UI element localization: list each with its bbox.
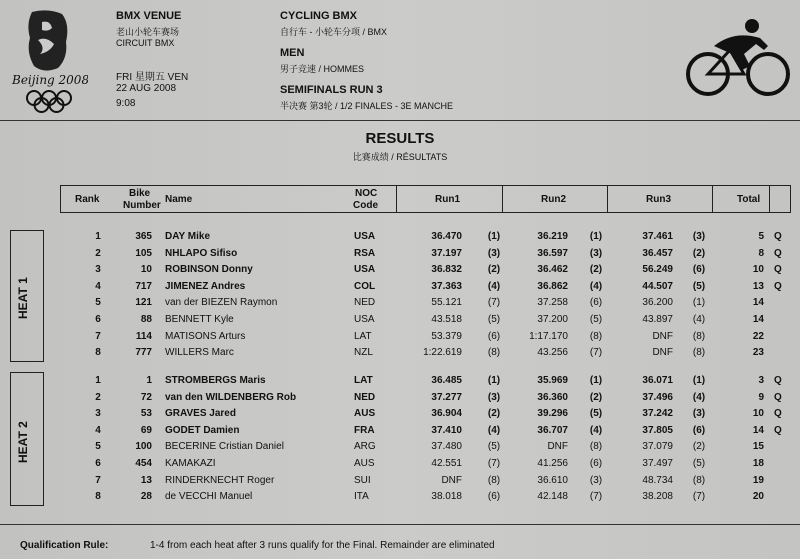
column-header-q — [769, 185, 791, 213]
total-points-cell: 10 — [752, 408, 764, 420]
run1-place-cell: (7) — [487, 297, 501, 309]
run2-place-cell: (2) — [589, 264, 603, 276]
run1-place-cell: (5) — [487, 441, 501, 453]
total-points-cell: 10 — [752, 264, 764, 276]
total-points-cell: 5 — [758, 231, 764, 242]
run2-place-cell: (4) — [589, 424, 603, 436]
run1-time-cell: 37.197 — [431, 247, 462, 259]
run1-time-cell: 53.379 — [431, 330, 462, 342]
col-rank-label: Rank — [75, 194, 100, 205]
run2-place-cell: (1) — [589, 231, 603, 242]
run2-time-cell: 36.597 — [537, 247, 568, 259]
event-title: MEN — [280, 47, 305, 59]
bike-number-cell: 105 — [135, 247, 152, 259]
run3-time-cell: 36.200 — [642, 297, 673, 309]
rank-cell: 4 — [95, 424, 101, 436]
cycling-pictogram-icon — [684, 16, 794, 100]
rank-cell: 2 — [95, 391, 101, 403]
run3-time-cell: 48.734 — [642, 474, 673, 486]
athlete-name-cell: GRAVES Jared — [165, 408, 236, 420]
run1-place-cell: (6) — [487, 491, 501, 503]
run1-time-cell: 1:22.619 — [423, 347, 462, 359]
athlete-name-cell: van der BIEZEN Raymon — [165, 297, 278, 309]
bike-number-cell: 13 — [140, 474, 152, 486]
bike-number-cell: 10 — [140, 264, 152, 276]
noc-code-cell: LAT — [354, 375, 373, 386]
col-run2-label: Run2 — [541, 194, 566, 205]
noc-code-cell: NED — [354, 391, 376, 403]
run1-time-cell: 55.121 — [431, 297, 462, 309]
run1-time-cell: 37.480 — [431, 441, 462, 453]
athlete-name-cell: NHLAPO Sifiso — [165, 247, 238, 259]
run1-time-cell: 36.832 — [431, 264, 462, 276]
col-run3-label: Run3 — [646, 194, 671, 205]
table-row — [0, 489, 800, 505]
athlete-name-cell: BENNETT Kyle — [165, 314, 234, 325]
noc-code-cell: USA — [354, 314, 375, 325]
run2-place-cell: (4) — [589, 280, 603, 292]
run3-place-cell: (4) — [692, 391, 706, 403]
qualification-rule-label: Qualification Rule: — [20, 540, 109, 551]
run2-time-cell: 37.258 — [537, 297, 568, 309]
run2-place-cell: (3) — [589, 247, 603, 259]
run2-time-cell: 41.256 — [537, 458, 568, 469]
venue-name-zh: 老山小轮车赛场 — [116, 27, 180, 37]
col-bike-label: Bike — [129, 188, 151, 199]
table-row — [0, 262, 800, 278]
noc-code-cell: COL — [354, 280, 376, 292]
run2-time-cell: 42.148 — [537, 491, 568, 503]
run2-place-cell: (5) — [589, 408, 603, 420]
total-points-cell: 15 — [752, 441, 764, 453]
run3-place-cell: (8) — [692, 474, 706, 486]
run2-time-cell: 37.200 — [537, 314, 568, 325]
bike-number-cell: 365 — [135, 231, 152, 242]
noc-code-cell: USA — [354, 231, 376, 242]
run3-place-cell: (2) — [692, 441, 706, 453]
table-row — [0, 423, 800, 439]
footer-divider — [0, 524, 800, 525]
table-row — [0, 295, 800, 311]
run2-place-cell: (6) — [589, 297, 603, 309]
rank-cell: 2 — [95, 247, 101, 259]
table-row — [0, 345, 800, 361]
athlete-name-cell: DAY Mike — [165, 231, 211, 242]
results-subtitle: 比赛成绩 / RÉSULTATS — [352, 152, 448, 162]
run1-place-cell: (1) — [487, 231, 501, 242]
beijing-2008-logo — [10, 8, 88, 113]
run1-place-cell: (2) — [487, 264, 501, 276]
qualified-mark-cell: Q — [774, 264, 782, 276]
bike-number-cell: 28 — [140, 491, 152, 503]
rank-cell: 6 — [95, 314, 101, 325]
athlete-name-cell: KAMAKAZI — [165, 458, 216, 469]
run3-time-cell: 38.208 — [642, 491, 673, 503]
total-points-cell: 19 — [752, 474, 764, 486]
run1-time-cell: DNF — [441, 474, 462, 486]
run2-time-cell: 36.707 — [537, 424, 568, 436]
noc-code-cell: NZL — [354, 347, 373, 359]
rank-cell: 5 — [95, 441, 101, 453]
athlete-name-cell: GODET Damien — [165, 424, 240, 436]
col-noc-label: NOC — [355, 188, 378, 199]
bike-number-cell: 114 — [135, 330, 152, 342]
table-row — [0, 246, 800, 262]
run2-time-cell: 36.862 — [537, 280, 568, 292]
header-divider — [0, 120, 800, 121]
run1-place-cell: (7) — [487, 458, 501, 469]
rank-cell: 1 — [95, 375, 101, 386]
run3-place-cell: (1) — [692, 297, 706, 309]
run2-time-cell: 43.256 — [537, 347, 568, 359]
qualification-rule-text: 1-4 from each heat after 3 runs qualify for the Final. Remainder are eliminated — [150, 540, 495, 551]
run2-place-cell: (6) — [589, 458, 603, 469]
run1-place-cell: (4) — [487, 424, 501, 436]
bike-number-cell: 88 — [140, 314, 152, 325]
run1-place-cell: (6) — [487, 330, 501, 342]
qualified-mark-cell: Q — [774, 424, 782, 436]
sport-subtitle: 自行车 - 小轮车分项 / BMX — [280, 27, 388, 37]
run3-time-cell: 37.496 — [642, 391, 673, 403]
run2-time-cell: 39.296 — [537, 408, 568, 420]
run3-time-cell: 43.897 — [642, 314, 673, 325]
bike-number-cell: 100 — [135, 441, 152, 453]
rank-cell: 5 — [95, 297, 101, 309]
run1-time-cell: 43.518 — [431, 314, 462, 325]
run1-time-cell: 37.277 — [431, 391, 462, 403]
bike-number-cell: 72 — [140, 391, 152, 403]
event-time: 9:08 — [116, 98, 136, 109]
total-points-cell: 13 — [752, 280, 764, 292]
bike-number-cell: 777 — [135, 347, 152, 359]
run1-place-cell: (5) — [487, 314, 501, 325]
run1-place-cell: (8) — [487, 474, 501, 486]
total-points-cell: 3 — [758, 375, 764, 386]
table-row — [0, 373, 800, 389]
qualified-mark-cell: Q — [774, 247, 782, 259]
athlete-name-cell: WILLERS Marc — [165, 347, 234, 359]
athlete-name-cell: BECERINE Cristian Daniel — [165, 441, 284, 453]
column-header-run1 — [396, 185, 503, 213]
event-subtitle: 男子竞速 / HOMMES — [280, 64, 365, 74]
qualified-mark-cell: Q — [774, 408, 782, 420]
run3-place-cell: (7) — [692, 491, 706, 503]
athlete-name-cell: STROMBERGS Maris — [165, 375, 266, 386]
rank-cell: 3 — [95, 408, 101, 420]
total-points-cell: 9 — [758, 391, 764, 403]
run2-place-cell: (1) — [589, 375, 603, 386]
total-points-cell: 14 — [752, 424, 764, 436]
run3-time-cell: 36.457 — [642, 247, 673, 259]
bike-number-cell: 454 — [135, 458, 152, 469]
phase-title: SEMIFINALS RUN 3 — [280, 84, 383, 96]
run3-place-cell: (3) — [692, 231, 706, 242]
noc-code-cell: NED — [354, 297, 376, 309]
athlete-name-cell: RINDERKNECHT Roger — [165, 474, 275, 486]
run1-time-cell: 37.410 — [431, 424, 462, 436]
bike-number-cell: 121 — [135, 297, 152, 309]
run2-time-cell: DNF — [547, 441, 568, 453]
run3-place-cell: (5) — [692, 280, 706, 292]
run1-time-cell: 38.018 — [431, 491, 462, 503]
table-row — [0, 456, 800, 472]
noc-code-cell: FRA — [354, 424, 375, 436]
svg-text:Beijing 2008: Beijing 2008 — [12, 73, 88, 87]
run2-place-cell: (8) — [589, 441, 603, 453]
table-row — [0, 279, 800, 295]
noc-code-cell: SUI — [354, 474, 371, 486]
run3-time-cell: 44.507 — [642, 280, 673, 292]
table-row — [0, 312, 800, 328]
run2-place-cell: (7) — [589, 491, 603, 503]
total-points-cell: 22 — [752, 330, 764, 342]
table-row — [0, 439, 800, 455]
total-points-cell: 23 — [752, 347, 764, 359]
total-points-cell: 18 — [752, 458, 764, 469]
noc-code-cell: AUS — [354, 408, 376, 420]
noc-code-cell: LAT — [354, 330, 372, 342]
run3-time-cell: 37.497 — [642, 458, 673, 469]
run1-time-cell: 37.363 — [431, 280, 462, 292]
run3-place-cell: (6) — [692, 264, 706, 276]
run1-place-cell: (1) — [487, 375, 501, 386]
run3-place-cell: (3) — [692, 408, 706, 420]
run3-place-cell: (5) — [692, 458, 706, 469]
rank-cell: 7 — [95, 330, 101, 342]
column-header-total — [712, 185, 770, 213]
col-run1-label: Run1 — [435, 194, 460, 205]
col-code-label: Code — [353, 200, 378, 211]
run3-time-cell: 37.079 — [642, 441, 673, 453]
noc-code-cell: ARG — [354, 441, 376, 453]
col-total-label: Total — [737, 194, 761, 205]
rank-cell: 3 — [95, 264, 101, 276]
run2-place-cell: (5) — [589, 314, 603, 325]
total-points-cell: 14 — [752, 314, 764, 325]
run1-place-cell: (3) — [487, 391, 501, 403]
rank-cell: 8 — [95, 347, 101, 359]
bike-number-cell: 717 — [135, 280, 152, 292]
qualified-mark-cell: Q — [774, 375, 782, 386]
col-number-label: Number — [123, 200, 161, 211]
run2-place-cell: (3) — [589, 474, 603, 486]
noc-code-cell: USA — [354, 264, 376, 276]
rank-cell: 4 — [95, 280, 101, 292]
qualified-mark-cell: Q — [774, 231, 782, 242]
bike-number-cell: 69 — [140, 424, 152, 436]
run3-time-cell: 36.071 — [642, 375, 673, 386]
run2-time-cell: 36.360 — [537, 391, 568, 403]
results-title: RESULTS — [365, 130, 435, 147]
run3-time-cell: DNF — [652, 330, 673, 342]
run3-place-cell: (8) — [692, 347, 706, 359]
run1-place-cell: (3) — [487, 247, 501, 259]
athlete-name-cell: JIMENEZ Andres — [165, 280, 246, 292]
heat1-label: HEAT 1 — [16, 277, 30, 319]
bike-number-cell: 1 — [146, 375, 152, 386]
run2-time-cell: 36.219 — [537, 231, 568, 242]
phase-subtitle: 半决赛 第3轮 / 1/2 FINALES - 3E MANCHE — [280, 101, 454, 111]
athlete-name-cell: van den WILDENBERG Rob — [165, 391, 297, 403]
run3-place-cell: (8) — [692, 330, 706, 342]
run2-place-cell: (7) — [589, 347, 603, 359]
venue-title: BMX VENUE — [116, 10, 182, 22]
venue-name-fr: CIRCUIT BMX — [116, 38, 175, 48]
rank-cell: 1 — [95, 231, 101, 242]
run1-time-cell: 42.551 — [431, 458, 462, 469]
run2-time-cell: 36.610 — [537, 474, 568, 486]
run3-place-cell: (2) — [692, 247, 706, 259]
run3-time-cell: 56.249 — [642, 264, 673, 276]
run1-time-cell: 36.470 — [431, 231, 462, 242]
run1-time-cell: 36.904 — [431, 408, 462, 420]
table-row — [0, 390, 800, 406]
run3-time-cell: DNF — [652, 347, 673, 359]
col-name-label: Name — [165, 194, 193, 205]
athlete-name-cell: MATISONS Arturs — [165, 330, 246, 342]
heat2-label: HEAT 2 — [16, 421, 30, 463]
run3-time-cell: 37.242 — [642, 408, 673, 420]
run3-time-cell: 37.461 — [642, 231, 673, 242]
qualified-mark-cell: Q — [774, 280, 782, 292]
run3-time-cell: 37.805 — [642, 424, 673, 436]
table-row — [0, 329, 800, 345]
table-row — [0, 229, 800, 245]
rank-cell: 6 — [95, 458, 101, 469]
noc-code-cell: RSA — [354, 247, 376, 259]
run1-place-cell: (2) — [487, 408, 501, 420]
run2-time-cell: 1:17.170 — [529, 330, 568, 342]
noc-code-cell: AUS — [354, 458, 375, 469]
run2-place-cell: (8) — [589, 330, 603, 342]
run1-place-cell: (8) — [487, 347, 501, 359]
run1-time-cell: 36.485 — [431, 375, 462, 386]
total-points-cell: 14 — [752, 297, 764, 309]
rank-cell: 7 — [95, 474, 101, 486]
column-header-run2 — [502, 185, 608, 213]
table-row — [0, 473, 800, 489]
run3-place-cell: (6) — [692, 424, 706, 436]
total-points-cell: 20 — [752, 491, 764, 503]
table-row — [0, 406, 800, 422]
noc-code-cell: ITA — [354, 491, 369, 503]
event-date: 22 AUG 2008 — [116, 83, 177, 94]
athlete-name-cell: de VECCHI Manuel — [165, 491, 253, 503]
run2-time-cell: 36.462 — [537, 264, 568, 276]
run1-place-cell: (4) — [487, 280, 501, 292]
column-header-left — [60, 185, 397, 213]
run2-time-cell: 35.969 — [537, 375, 568, 386]
sport-title: CYCLING BMX — [280, 10, 357, 22]
rank-cell: 8 — [95, 491, 101, 503]
event-day: FRI 星期五 VEN — [116, 72, 189, 83]
run2-place-cell: (2) — [589, 391, 603, 403]
run3-place-cell: (1) — [692, 375, 706, 386]
qualified-mark-cell: Q — [774, 391, 782, 403]
column-header-run3 — [607, 185, 713, 213]
total-points-cell: 8 — [758, 247, 764, 259]
athlete-name-cell: ROBINSON Donny — [165, 264, 253, 276]
run3-place-cell: (4) — [692, 314, 706, 325]
bike-number-cell: 53 — [140, 408, 152, 420]
